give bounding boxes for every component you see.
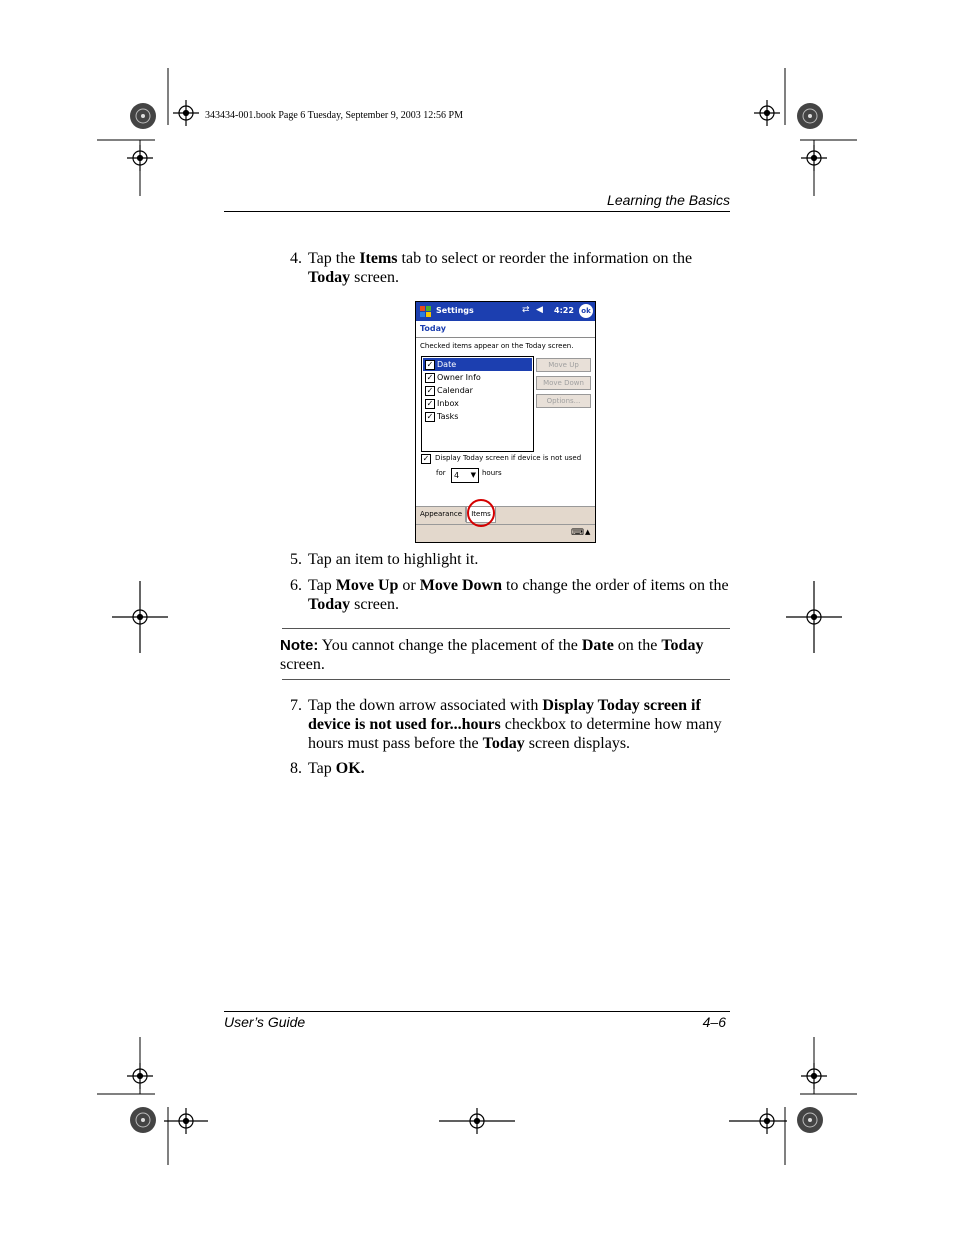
tab-bar xyxy=(416,506,595,524)
page-title: Today xyxy=(420,324,446,333)
step-text: Tap Move Up or Move Down to change the order of items on the Today screen. xyxy=(308,577,729,613)
list-item[interactable]: ✓ Calendar xyxy=(426,386,473,395)
step-text: Tap an item to highlight it. xyxy=(308,551,479,568)
step-text: Tap OK. xyxy=(308,760,365,777)
divider xyxy=(416,337,595,338)
title-bar xyxy=(416,302,595,321)
checkbox[interactable]: ✓ xyxy=(426,412,434,421)
note-rule-bottom xyxy=(282,679,730,680)
display-today-checkbox[interactable]: ✓ xyxy=(422,454,430,463)
instruction-caption: Checked items appear on the Today screen. xyxy=(420,342,574,350)
checkbox[interactable]: ✓ xyxy=(426,386,434,395)
list-item[interactable]: ✓ Owner Info xyxy=(426,373,481,382)
step-text: Tap the Items tab to select or reorder the information on the Today screen. xyxy=(308,250,693,286)
clock[interactable]: 4:22 xyxy=(554,306,574,315)
list-item[interactable]: ✓ Tasks xyxy=(426,412,459,421)
move-up-button[interactable]: Move Up xyxy=(536,358,591,372)
hours-label: hours xyxy=(482,469,502,477)
ok-button[interactable]: ok xyxy=(579,304,593,318)
step-number: 5. xyxy=(290,551,302,568)
note: Note: You cannot change the placement of the Date on the Today screen. xyxy=(280,637,704,673)
command-bar xyxy=(416,524,595,543)
print-slug: 343434-001.book Page 6 Tuesday, September 9, 2003 12:56 PM xyxy=(205,110,463,121)
checkbox[interactable]: ✓ xyxy=(426,399,434,408)
note-label: Note: xyxy=(280,637,319,654)
speaker-icon[interactable]: ◀ xyxy=(536,305,543,315)
hours-dropdown[interactable]: 4 ▼ xyxy=(451,468,479,483)
options-button[interactable]: Options... xyxy=(536,394,591,408)
page-number: 4–6 xyxy=(702,1014,726,1030)
footer-title: User’s Guide xyxy=(224,1014,306,1030)
header-rule xyxy=(224,211,730,212)
connectivity-icon[interactable]: ⇄ xyxy=(522,305,530,315)
step-text: Tap the down arrow associated with Display Today screen if device is not used for...hours checkbox to determine how many hours must pass before the Today screen displays. xyxy=(308,697,722,752)
items-list[interactable] xyxy=(421,356,534,452)
list-item[interactable]: ✓ Date xyxy=(423,358,532,371)
keyboard-icon[interactable]: ⌨ xyxy=(571,528,584,538)
footer-rule xyxy=(224,1011,730,1012)
highlight-circle xyxy=(467,499,495,527)
step-number: 7. xyxy=(290,697,302,714)
step-number: 4. xyxy=(290,250,302,267)
running-head: Learning the Basics xyxy=(607,192,730,208)
step-number: 8. xyxy=(290,760,302,777)
tab-appearance[interactable]: Appearance xyxy=(417,507,466,522)
app-title: Settings xyxy=(436,306,474,315)
settings-screenshot: Settings ⇄ ◀ 4:22 ok Today Checked items appear on the Today screen. ✓ Date ✓ Owner Info ✓ Calendar ✓ Inbox ✓ Tasks Move Up Move Down Options... ✓ Display Today screen if device is not used for 4 ▼ hours Appearance Items ⌨ ▲ xyxy=(415,301,596,543)
input-menu-arrow-icon[interactable]: ▲ xyxy=(585,528,591,536)
chevron-down-icon[interactable]: ▼ xyxy=(470,471,476,479)
checkbox[interactable]: ✓ xyxy=(426,360,434,369)
step-number: 6. xyxy=(290,577,302,594)
checkbox[interactable]: ✓ xyxy=(426,373,434,382)
windows-start-icon[interactable] xyxy=(419,305,432,318)
move-down-button[interactable]: Move Down xyxy=(536,376,591,390)
for-label: for xyxy=(436,469,446,477)
note-rule-top xyxy=(282,628,730,629)
list-item[interactable]: ✓ Inbox xyxy=(426,399,459,408)
tab-items[interactable]: Items xyxy=(466,507,496,523)
